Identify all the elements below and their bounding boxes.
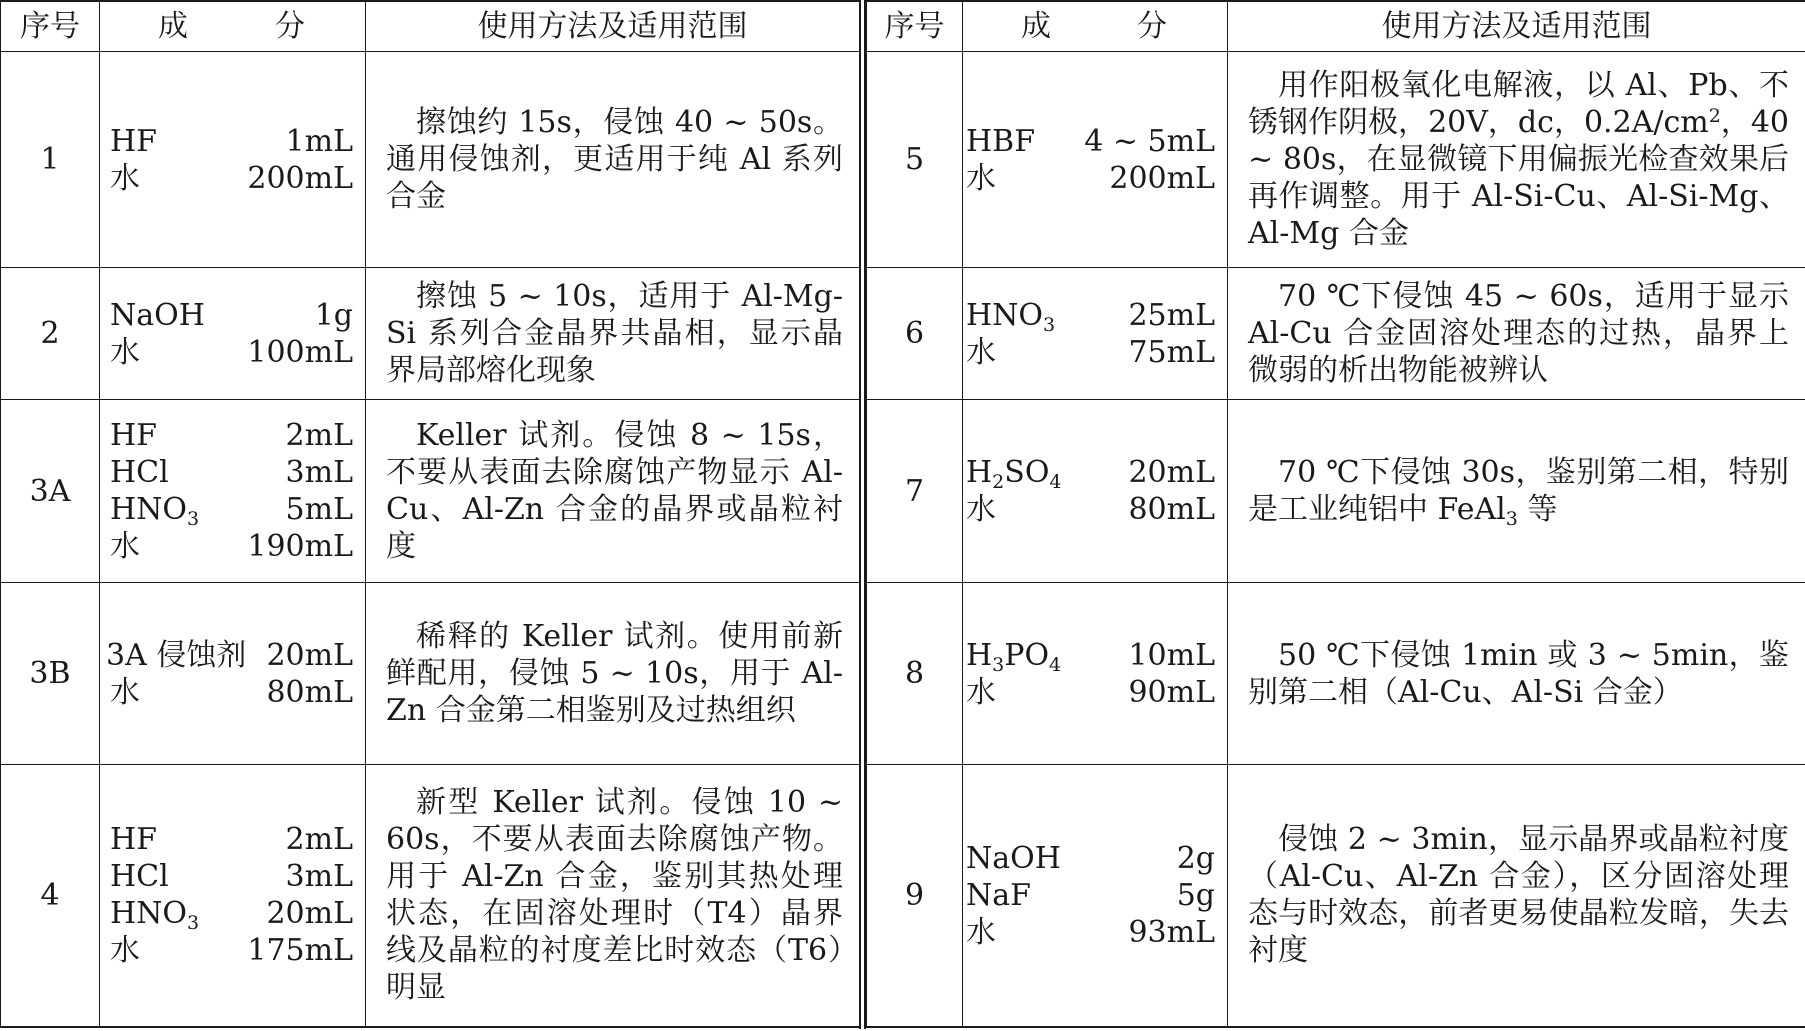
component-line bbox=[966, 334, 1215, 371]
component-name: HCl bbox=[110, 859, 169, 895]
right-table bbox=[866, 0, 1805, 1028]
component-name: 水 bbox=[110, 160, 140, 196]
header-components bbox=[963, 1, 1228, 52]
component-name: NaOH bbox=[110, 297, 205, 333]
header-seq: 序号 bbox=[1, 1, 100, 52]
row-usage bbox=[1228, 52, 1805, 268]
row-usage bbox=[366, 583, 860, 765]
component-name: HCl bbox=[110, 455, 169, 490]
row-usage bbox=[1228, 583, 1805, 765]
component-name: 水 bbox=[110, 334, 140, 370]
row-usage bbox=[1228, 400, 1805, 583]
table-row bbox=[1, 583, 860, 765]
component-line bbox=[110, 895, 353, 935]
row-components bbox=[963, 765, 1228, 1027]
row-seq: 9 bbox=[867, 765, 963, 1027]
header-components bbox=[100, 1, 366, 52]
formula-base: SO bbox=[1004, 455, 1050, 490]
row-components bbox=[963, 583, 1228, 765]
component-line bbox=[966, 454, 1215, 491]
component-name: 水 bbox=[110, 674, 140, 710]
component-name: 水 bbox=[966, 674, 996, 710]
component-amount: 2mL bbox=[285, 418, 353, 453]
table-row bbox=[1, 52, 860, 268]
component-amount: 190mL bbox=[247, 529, 353, 564]
left-table bbox=[0, 0, 860, 1028]
component-line bbox=[966, 914, 1215, 951]
usage-text-part: 用作阳极氧化电解液，以 Al、Pb、不锈钢作阴极，20V，dc，0.2A/cm bbox=[1248, 68, 1789, 140]
usage-text: 擦蚀约 15s，侵蚀 40 ~ 50s。通用侵蚀剂，更适用于纯 Al 系列合金 bbox=[386, 105, 843, 214]
formula-subscript: 4 bbox=[1049, 653, 1062, 676]
usage-text: 70 ℃下侵蚀 45 ~ 60s，适用于显示 Al-Cu 合金固溶处理态的过热，晶界上微弱的析出物能被辨认 bbox=[1248, 279, 1789, 388]
formula-subscript: 3 bbox=[992, 653, 1005, 676]
component-amount: 1g bbox=[314, 297, 353, 333]
component-name: HBF bbox=[966, 123, 1036, 159]
right-table-half bbox=[866, 0, 1805, 1029]
component-amount: 10mL bbox=[1128, 637, 1215, 673]
component-amount: 20mL bbox=[266, 896, 353, 932]
row-components bbox=[963, 268, 1228, 400]
table-row bbox=[867, 765, 1805, 1027]
component-name: 3A 侵蚀剂 bbox=[106, 637, 247, 673]
formula-base: H bbox=[966, 637, 993, 673]
row-components bbox=[963, 52, 1228, 268]
left-table-half bbox=[0, 0, 859, 1029]
header-comp-b: 分 bbox=[275, 9, 305, 44]
component-amount: 200mL bbox=[1109, 160, 1215, 196]
component-name: HF bbox=[110, 822, 157, 858]
row-components bbox=[963, 400, 1228, 583]
formula-base: HNO bbox=[110, 492, 188, 527]
row-seq: 7 bbox=[867, 400, 963, 583]
component-name: 水 bbox=[110, 529, 140, 564]
header-comp-b: 分 bbox=[1137, 9, 1167, 44]
formula-subscript: 3 bbox=[187, 912, 200, 935]
formula-subscript: 3 bbox=[187, 508, 200, 530]
left-header-row bbox=[1, 1, 860, 52]
usage-text: 新型 Keller 试剂。侵蚀 10 ~ 60s，不要从表面去除腐蚀产物。用于 Al-Zn 合金，鉴别其热处理状态，在固溶处理时（T4）晶界线及晶粒的衬度差比时效态（T6）明显 bbox=[386, 785, 843, 1006]
component-name: 水 bbox=[110, 933, 140, 969]
component-name: 水 bbox=[966, 914, 996, 950]
header-seq: 序号 bbox=[867, 1, 963, 52]
component-formula bbox=[110, 895, 200, 935]
component-line bbox=[110, 417, 353, 454]
component-line bbox=[110, 297, 353, 334]
row-usage bbox=[366, 52, 860, 268]
component-name: 水 bbox=[966, 492, 996, 527]
component-line bbox=[966, 297, 1215, 334]
table-row bbox=[1, 765, 860, 1027]
formula-subscript: 3 bbox=[1043, 313, 1056, 336]
component-line bbox=[110, 491, 353, 528]
component-name: HF bbox=[110, 123, 157, 159]
component-line bbox=[110, 454, 353, 491]
row-usage bbox=[1228, 765, 1805, 1027]
component-formula bbox=[110, 491, 199, 528]
component-line bbox=[110, 858, 353, 895]
component-amount: 80mL bbox=[1128, 492, 1215, 527]
component-amount: 200mL bbox=[247, 160, 353, 196]
component-amount: 3mL bbox=[285, 455, 353, 490]
right-header-row bbox=[867, 1, 1805, 52]
component-name: 水 bbox=[966, 160, 996, 196]
table-row bbox=[1, 268, 860, 400]
component-amount: 75mL bbox=[1128, 334, 1215, 370]
component-amount: 25mL bbox=[1128, 297, 1215, 333]
formula-base: HNO bbox=[966, 297, 1044, 333]
component-name: NaOH bbox=[966, 840, 1061, 876]
component-amount: 20mL bbox=[1128, 455, 1215, 490]
header-usage: 使用方法及适用范围 bbox=[1228, 1, 1805, 52]
table-row bbox=[1, 400, 860, 583]
row-usage bbox=[1228, 268, 1805, 400]
component-line bbox=[966, 877, 1215, 914]
header-usage: 使用方法及适用范围 bbox=[366, 1, 860, 52]
usage-text: 稀释的 Keller 试剂。使用前新鲜配用，侵蚀 5 ~ 10s，用于 Al-Zn 合金第二相鉴别及过热组织 bbox=[386, 619, 843, 728]
component-amount: 20mL bbox=[266, 637, 353, 673]
row-seq: 3B bbox=[1, 583, 100, 765]
row-components bbox=[100, 765, 366, 1027]
component-line bbox=[966, 674, 1215, 711]
component-name: 水 bbox=[966, 334, 996, 370]
component-formula bbox=[966, 637, 1061, 674]
usage-superscript: 2 bbox=[1708, 105, 1721, 127]
component-line bbox=[966, 491, 1215, 528]
component-amount: 5mL bbox=[285, 492, 353, 527]
formula-base: H bbox=[966, 455, 993, 490]
component-line bbox=[110, 528, 353, 565]
row-seq: 1 bbox=[1, 52, 100, 268]
component-line bbox=[110, 123, 353, 160]
component-amount: 90mL bbox=[1128, 674, 1215, 710]
row-components bbox=[100, 268, 366, 400]
component-line bbox=[110, 932, 353, 969]
usage-text: 50 ℃下侵蚀 1min 或 3 ~ 5min，鉴别第二相（Al-Cu、Al-Si 合金） bbox=[1248, 637, 1789, 710]
row-seq: 6 bbox=[867, 268, 963, 400]
component-line bbox=[966, 160, 1215, 197]
component-formula bbox=[966, 454, 1062, 491]
row-usage bbox=[366, 765, 860, 1027]
component-amount: 2mL bbox=[285, 822, 353, 858]
formula-subscript: 4 bbox=[1049, 471, 1062, 493]
row-seq: 5 bbox=[867, 52, 963, 268]
usage-text: Keller 试剂。侵蚀 8 ~ 15s，不要从表面去除腐蚀产物显示 Al-Cu、Al-Zn 合金的晶界或晶粒衬度 bbox=[386, 418, 843, 564]
row-seq: 8 bbox=[867, 583, 963, 765]
component-amount: 175mL bbox=[247, 933, 353, 969]
row-usage bbox=[366, 268, 860, 400]
row-seq: 2 bbox=[1, 268, 100, 400]
component-amount: 5g bbox=[1176, 877, 1215, 913]
component-line bbox=[110, 821, 353, 858]
component-amount: 3mL bbox=[285, 859, 353, 895]
component-amount: 4 ~ 5mL bbox=[1084, 123, 1215, 159]
component-name: HF bbox=[110, 418, 157, 453]
center-divider-left bbox=[859, 0, 861, 1029]
component-line bbox=[966, 123, 1215, 160]
table-row bbox=[867, 52, 1805, 268]
usage-text: 侵蚀 2 ~ 3min，显示晶界或晶粒衬度（Al-Cu、Al-Zn 合金），区分固溶处理态与时效态，前者更易使晶粒发暗，失去衬度 bbox=[1248, 822, 1789, 969]
table-row bbox=[867, 583, 1805, 765]
component-name: NaF bbox=[966, 877, 1031, 913]
component-line bbox=[110, 334, 353, 371]
header-comp-a: 成 bbox=[1021, 9, 1051, 44]
component-line bbox=[966, 840, 1215, 877]
usage-text-part: 70 ℃下侵蚀 30s，鉴别第二相，特别是工业纯铝中 FeAl bbox=[1248, 455, 1789, 527]
component-amount: 2g bbox=[1176, 840, 1215, 876]
component-line bbox=[110, 160, 353, 197]
usage-text-part: 等 bbox=[1517, 492, 1558, 527]
component-line bbox=[106, 674, 353, 711]
component-formula bbox=[966, 297, 1055, 334]
table-row bbox=[867, 268, 1805, 400]
table-row bbox=[867, 400, 1805, 583]
usage-subscript: 3 bbox=[1505, 508, 1518, 530]
formula-base: PO bbox=[1004, 637, 1050, 673]
usage-text bbox=[1248, 454, 1789, 528]
component-amount: 80mL bbox=[266, 674, 353, 710]
component-amount: 1mL bbox=[285, 123, 353, 159]
row-components bbox=[100, 400, 366, 583]
row-seq: 3A bbox=[1, 400, 100, 583]
header-comp-a: 成 bbox=[158, 9, 188, 44]
usage-text bbox=[1248, 67, 1789, 252]
formula-base: HNO bbox=[110, 896, 188, 932]
row-components bbox=[100, 52, 366, 268]
component-line bbox=[966, 637, 1215, 674]
component-line bbox=[106, 637, 353, 674]
usage-text-part: ，40 ~ 80s，在显微镜下用偏振光检查效果后再作调整。用于 Al-Si-Cu、Al-Si-Mg、Al-Mg 合金 bbox=[1248, 105, 1789, 251]
component-amount: 100mL bbox=[247, 334, 353, 370]
row-usage bbox=[366, 400, 860, 583]
row-seq: 4 bbox=[1, 765, 100, 1027]
usage-text: 擦蚀 5 ~ 10s，适用于 Al-Mg-Si 系列合金晶界共晶相，显示晶界局部熔化现象 bbox=[386, 279, 843, 388]
component-amount: 93mL bbox=[1128, 914, 1215, 950]
row-components bbox=[100, 583, 366, 765]
formula-subscript: 2 bbox=[992, 471, 1005, 493]
